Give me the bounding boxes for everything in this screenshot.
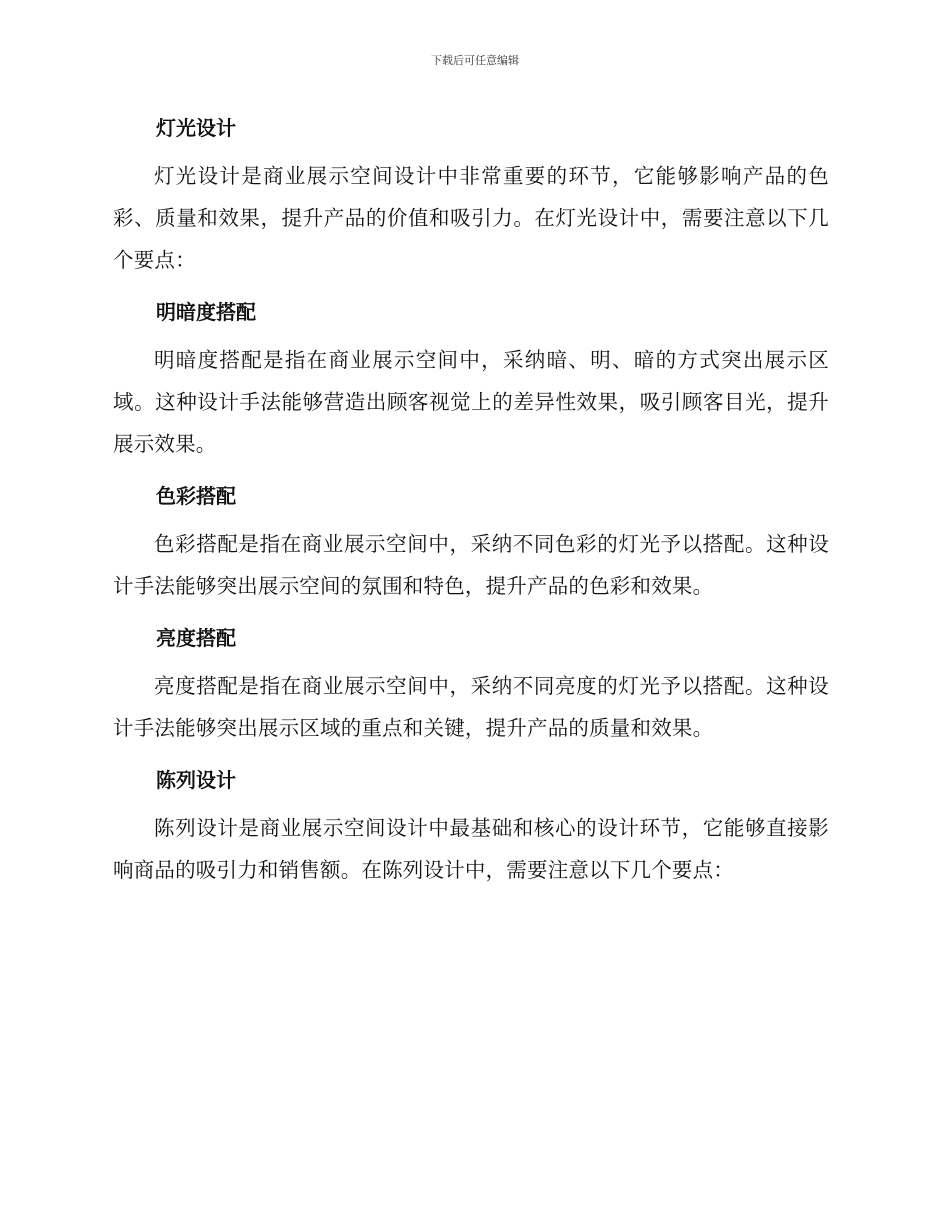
page-header: 下载后可任意编辑 — [431, 54, 519, 67]
section-heading-brightness-contrast: 明暗度搭配 — [156, 300, 256, 324]
section-paragraph-lighting-design: 灯光设计是商业展示空间设计中非常重要的环节，它能够影响产品的色彩、质量和效果，提升产品的价值和吸引力。在灯光设计中，需要注意以下几个要点： — [113, 164, 829, 272]
section-heading-lighting-design: 灯光设计 — [156, 116, 236, 140]
section-heading-display-arrangement: 陈列设计 — [156, 768, 236, 792]
section-paragraph-color-matching: 色彩搭配是指在商业展示空间中，采纳不同色彩的灯光予以搭配。这种设计手法能够突出展示空间的氛围和特色，提升产品的色彩和效果。 — [113, 532, 829, 598]
section-paragraph-brightness-contrast: 明暗度搭配是指在商业展示空间中，采纳暗、明、暗的方式突出展示区域。这种设计手法能够营造出顾客视觉上的差异性效果，吸引顾客目光，提升展示效果。 — [113, 348, 829, 456]
section-heading-color-matching: 色彩搭配 — [156, 484, 236, 508]
section-heading-luminance-matching: 亮度搭配 — [156, 626, 236, 650]
section-paragraph-luminance-matching: 亮度搭配是指在商业展示空间中，采纳不同亮度的灯光予以搭配。这种设计手法能够突出展示区域的重点和关键，提升产品的质量和效果。 — [113, 674, 829, 740]
section-paragraph-display-arrangement: 陈列设计是商业展示空间设计中最基础和核心的设计环节，它能够直接影响商品的吸引力和销售额。在陈列设计中，需要注意以下几个要点： — [113, 816, 829, 882]
document-body — [113, 108, 829, 891]
